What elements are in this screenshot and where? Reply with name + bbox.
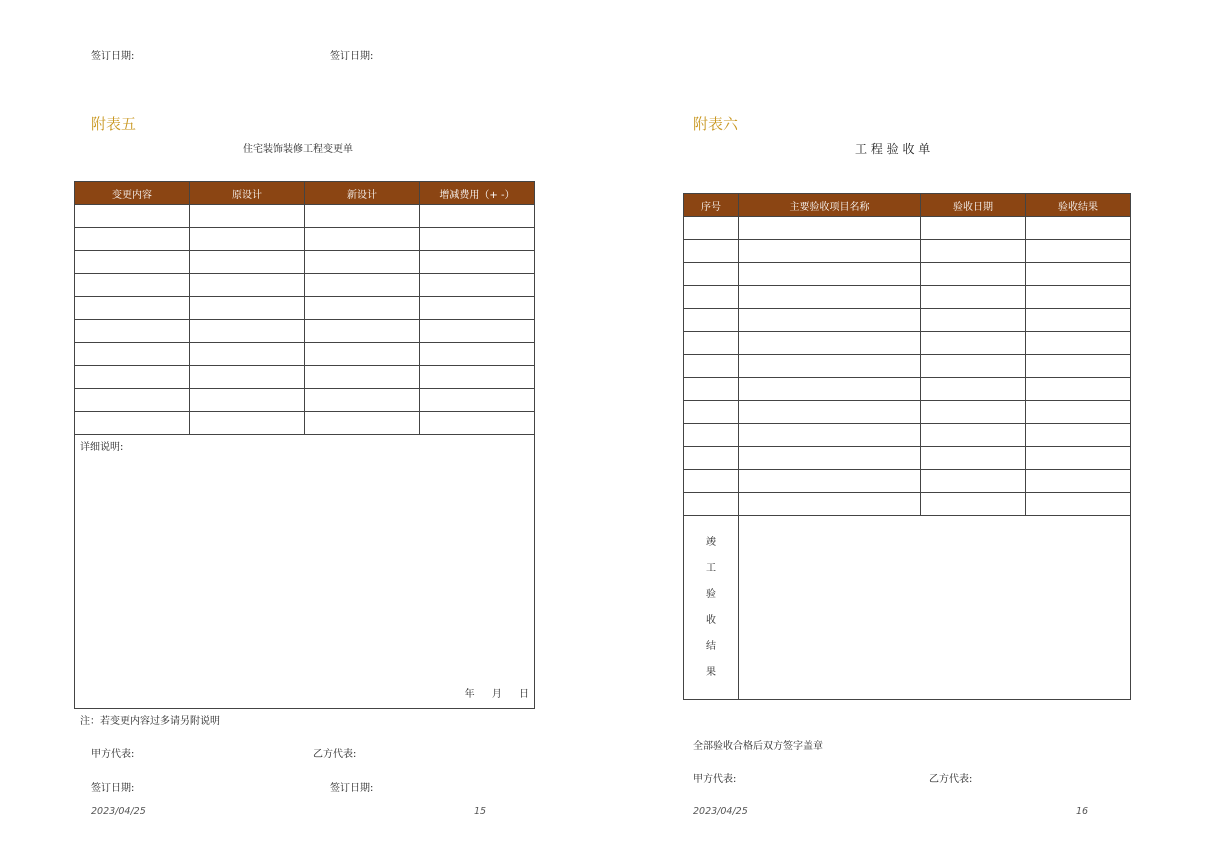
signature-note: 全部验收合格后双方签字盖章 xyxy=(693,741,823,752)
header-acceptance-date: 验收日期 xyxy=(921,194,1026,217)
footer-date-16: 2023/04/25 xyxy=(693,806,748,817)
table-row xyxy=(684,309,1131,332)
table-row xyxy=(75,251,535,274)
party-b-rep-16: 乙方代表: xyxy=(929,774,973,785)
page-number-15: 15 xyxy=(474,806,487,817)
appendix-title-6: 附表六 xyxy=(693,115,739,133)
table-row xyxy=(684,355,1131,378)
table-row xyxy=(75,320,535,343)
table-row xyxy=(75,274,535,297)
sign-date-right-15: 签订日期: xyxy=(330,783,374,794)
table-row xyxy=(75,366,535,389)
table-row xyxy=(75,228,535,251)
change-form-title: 住宅装饰装修工程变更单 xyxy=(243,144,353,155)
change-form-table xyxy=(74,181,535,709)
table-row xyxy=(75,343,535,366)
label-char: 结 xyxy=(706,640,716,652)
table-row xyxy=(684,217,1131,240)
top-sign-date-right: 签订日期: xyxy=(330,51,374,62)
table-row xyxy=(75,297,535,320)
table-row xyxy=(684,424,1131,447)
page-number-16: 16 xyxy=(1076,806,1089,817)
header-item-name: 主要验收项目名称 xyxy=(739,194,921,217)
appendix-title-5: 附表五 xyxy=(91,115,137,133)
acceptance-form-table xyxy=(683,193,1131,700)
table-row xyxy=(684,447,1131,470)
completion-result-cell[interactable] xyxy=(739,516,1131,700)
table-row xyxy=(684,378,1131,401)
header-serial-no: 序号 xyxy=(684,194,739,217)
label-char: 果 xyxy=(706,666,716,678)
footer-date-15: 2023/04/25 xyxy=(91,806,146,817)
table-row xyxy=(684,493,1131,516)
change-note: 注：若变更内容过多请另附说明 xyxy=(80,716,220,727)
detail-description-cell[interactable] xyxy=(75,435,535,709)
top-sign-date-left: 签订日期: xyxy=(91,51,135,62)
sign-date-left-15: 签订日期: xyxy=(91,783,135,794)
table-row xyxy=(684,470,1131,493)
header-cost-change: 增减费用（+ -） xyxy=(420,182,535,205)
label-char: 收 xyxy=(706,614,716,626)
header-original-design: 原设计 xyxy=(190,182,305,205)
party-a-rep-16: 甲方代表: xyxy=(693,774,737,785)
completion-result-label xyxy=(684,516,739,700)
detail-label: 详细说明: xyxy=(80,442,124,453)
acceptance-form-title: 工 程 验 收 单 xyxy=(855,142,931,156)
table-row xyxy=(684,332,1131,355)
header-change-content: 变更内容 xyxy=(75,182,190,205)
table-row xyxy=(684,401,1131,424)
label-char: 工 xyxy=(706,562,716,574)
header-acceptance-result: 验收结果 xyxy=(1026,194,1131,217)
table-row xyxy=(684,286,1131,309)
date-marks xyxy=(451,685,529,700)
label-char: 验 xyxy=(706,588,716,600)
table-row xyxy=(684,263,1131,286)
date-year: 年 xyxy=(464,689,475,700)
table-row xyxy=(75,205,535,228)
label-char: 竣 xyxy=(706,536,716,548)
party-b-rep-15: 乙方代表: xyxy=(313,749,357,760)
table-row xyxy=(75,412,535,435)
table-row xyxy=(75,389,535,412)
date-day: 日 xyxy=(519,689,529,700)
party-a-rep-15: 甲方代表: xyxy=(91,749,135,760)
date-month: 月 xyxy=(491,689,502,700)
header-new-design: 新设计 xyxy=(305,182,420,205)
table-row xyxy=(684,240,1131,263)
